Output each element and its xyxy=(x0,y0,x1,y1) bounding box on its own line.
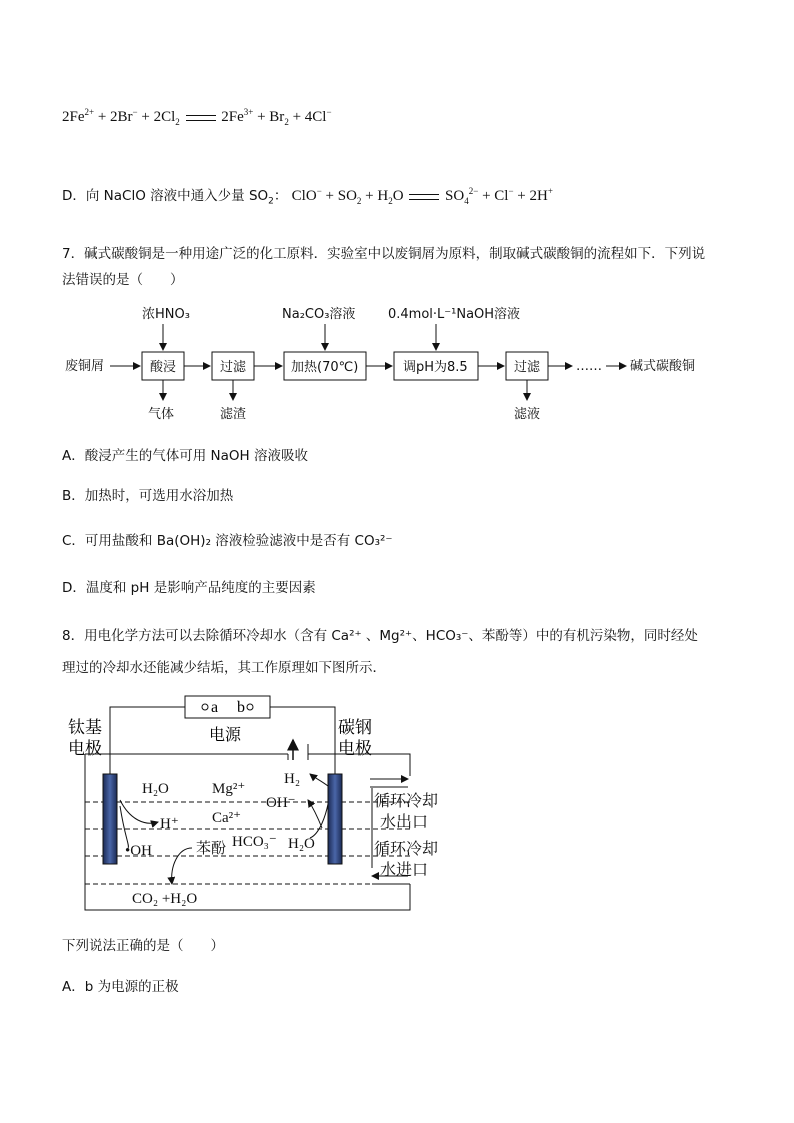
species-mg: Mg²⁺ xyxy=(212,781,246,797)
q7-option-b: B．加热时，可选用水浴加热 xyxy=(62,488,234,504)
species-ca: Ca²⁺ xyxy=(212,810,242,826)
svg-text:a: a xyxy=(211,699,219,716)
q8-question: 下列说法正确的是（ ） xyxy=(62,938,224,954)
flow-start: 废铜屑 xyxy=(65,359,105,374)
species-h2o-left: H₂O xyxy=(142,781,169,797)
q7-option-a: A．酸浸产生的气体可用 NaOH 溶液吸收 xyxy=(62,448,308,464)
species-products: CO₂ +H₂O xyxy=(132,891,198,907)
q8-electrolysis-diagram xyxy=(60,688,450,914)
left-electrode xyxy=(103,774,117,864)
output-gas: 气体 xyxy=(148,407,175,422)
q8-stem-line2: 理过的冷却水还能减少结垢，其工作原理如下图所示． xyxy=(62,660,386,676)
output-filtrate: 滤液 xyxy=(514,407,541,422)
q8-stem-line1: 8．用电化学方法可以去除循环冷却水（含有 Ca²⁺ 、Mg²⁺、HCO₃⁻、苯酚等）中的有机污染物，同时经处 xyxy=(62,628,698,644)
svg-text:b: b xyxy=(237,699,245,716)
q7-flow-diagram xyxy=(60,300,740,425)
species-h2o-right: H₂O xyxy=(288,836,315,852)
q7-stem-line1: 7．碱式碳酸铜是一种用途广泛的化工原料．实验室中以废铜屑为原料，制取碱式碳酸铜的流程如下．下列说 xyxy=(62,246,706,262)
flow-end: 碱式碳酸铜 xyxy=(630,359,696,374)
right-electrode xyxy=(328,774,342,864)
left-electrode-label: 钛基 xyxy=(68,718,102,737)
species-oh-minus: OH⁻ xyxy=(266,795,296,811)
reagent-naoh: 0.4mol·L⁻¹NaOH溶液 xyxy=(388,307,521,322)
reagent-na2co3: Na₂CO₃溶液 xyxy=(282,307,356,322)
flow-ellipsis: …… xyxy=(576,359,602,374)
output-residue: 滤渣 xyxy=(220,407,247,422)
outlet-label: 循环冷却 xyxy=(374,793,439,810)
svg-text:酸浸: 酸浸 xyxy=(150,360,177,375)
species-phenol: 苯酚 xyxy=(196,841,227,857)
reagent-hno3: 浓HNO₃ xyxy=(142,307,190,322)
svg-text:水出口: 水出口 xyxy=(380,814,429,831)
option-d-q6: D．向 NaClO 溶液中通入少量 $SO_2$： $ClO^- + SO_2 + H_2O$ $SO_4^{2-} + Cl^- + 2H^+$ xyxy=(62,186,553,207)
svg-text:加热(70℃): 加热(70℃) xyxy=(291,360,359,375)
species-oh-radical: •OH xyxy=(125,843,152,859)
q8-option-a: A．b 为电源的正极 xyxy=(62,979,179,995)
svg-text:调pH为8.5: 调pH为8.5 xyxy=(403,360,468,375)
species-h-plus: H⁺ xyxy=(160,816,179,832)
q7-option-d: D．温度和 pH 是影响产品纯度的主要因素 xyxy=(62,580,316,596)
right-electrode-label: 碳钢 xyxy=(338,718,372,737)
q7-stem-line2: 法错误的是（ ） xyxy=(62,272,184,288)
option-d-q6-equation: $ClO^- + SO_2 + H_2O$ $SO_4^{2-} + Cl^- + 2H^+$ xyxy=(291,186,553,206)
species-h2: H₂ xyxy=(284,771,301,787)
q7-option-c: C．可用盐酸和 Ba(OH)₂ 溶液检验滤液中是否有 CO₃²⁻ xyxy=(62,533,393,549)
svg-text:过滤: 过滤 xyxy=(514,360,541,375)
equation-top: $2Fe^{2+} + 2Br^- + 2Cl_2$ $2Fe^{3+} + Br_2 + 4Cl^-$ xyxy=(62,107,332,127)
option-d-q6-text: D．向 NaClO 溶液中通入少量 SO xyxy=(62,188,269,204)
inlet-label: 循环冷却 xyxy=(374,841,439,858)
svg-text:水进口: 水进口 xyxy=(380,862,429,879)
svg-text:电极: 电极 xyxy=(338,739,372,758)
svg-text:电极: 电极 xyxy=(68,739,102,758)
species-hco3: HCO₃⁻ xyxy=(232,834,277,850)
power-label: 电源 xyxy=(209,727,242,744)
svg-text:过滤: 过滤 xyxy=(220,360,247,375)
